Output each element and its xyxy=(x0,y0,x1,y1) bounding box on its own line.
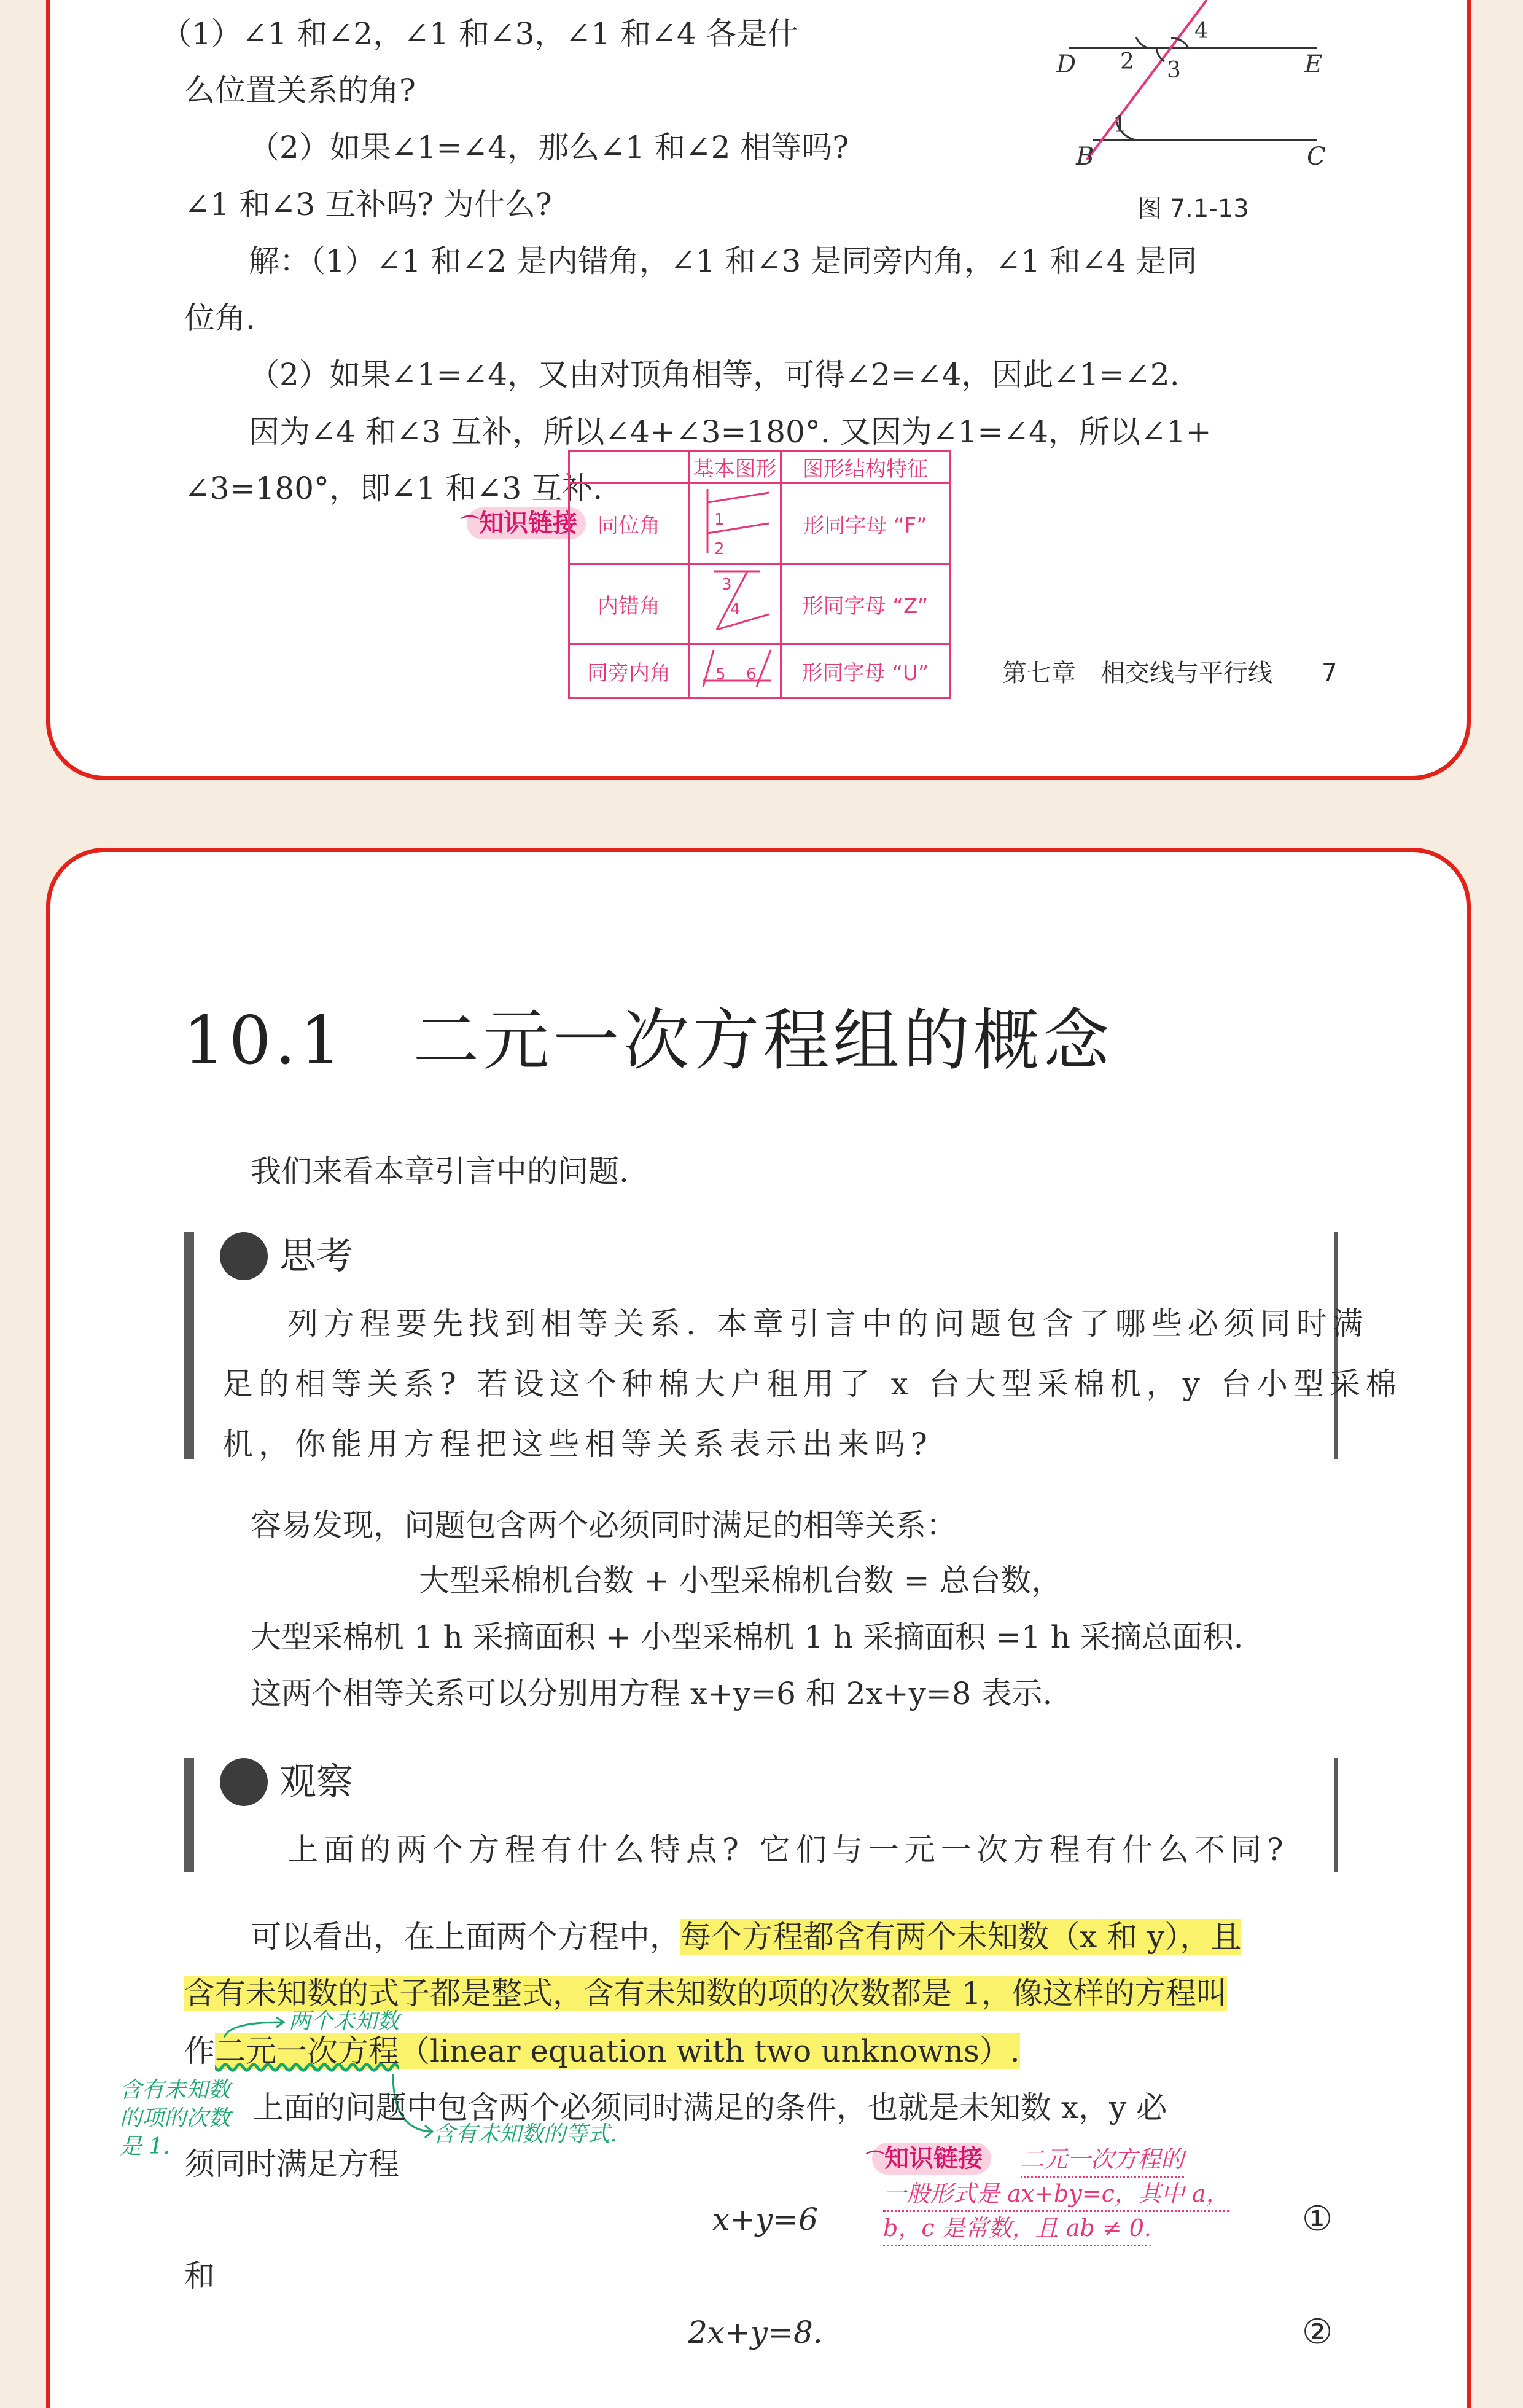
definition-line-3 xyxy=(184,2030,1020,2073)
think-bullet-icon xyxy=(220,1232,268,1280)
f-angle-2: 2 xyxy=(714,540,725,558)
observe-title: 观察 xyxy=(279,1761,353,1804)
table-header-row xyxy=(569,452,950,483)
z-angle-3: 3 xyxy=(721,576,732,594)
u-angle-6: 6 xyxy=(746,665,757,684)
swoosh-icon: ⌒ xyxy=(866,2150,884,2172)
definition-english-term: （linear equation with two unknowns）. xyxy=(399,2033,1020,2069)
note-arrow-icon xyxy=(221,2015,289,2039)
condition-line-2: 须同时满足方程 xyxy=(184,2146,399,2182)
z-angle-4: 4 xyxy=(730,600,741,619)
think-title: 思考 xyxy=(279,1235,353,1278)
definition-highlight-1: 每个方程都含有两个未知数（x 和 y），且 xyxy=(680,1919,1242,1955)
observe-line: 上面的两个方程有什么特点? 它们与一元一次方程有什么不同? xyxy=(287,1832,1289,1867)
observe-bullet-icon xyxy=(220,1758,268,1806)
note-equation: 含有未知数的等式. xyxy=(433,2122,617,2147)
think-line-3: 机，你能用方程把这些相等关系表示出来吗? xyxy=(222,1426,933,1462)
table-cell-figure xyxy=(689,644,781,698)
table-cell-name: 同位角 xyxy=(569,483,689,565)
definition-line-3-start: 作 xyxy=(184,2033,215,2069)
f-angle-1: 1 xyxy=(714,510,725,529)
observe-box-right-bar xyxy=(1334,1758,1338,1872)
question-1-line-1: （1）∠1 和∠2，∠1 和∠3，∠1 和∠4 各是什 xyxy=(161,16,798,52)
equation-2: 2x+y=8. xyxy=(688,2315,823,2350)
table-header-structure: 图形结构特征 xyxy=(781,452,950,483)
table-cell-feature: 形同字母 “U” xyxy=(781,644,950,698)
and-text: 和 xyxy=(184,2258,215,2294)
knowledge-link-label: 知识链接 xyxy=(884,2144,983,2173)
think-line-1: 列方程要先找到相等关系. 本章引言中的问题包含了哪些必须同时满 xyxy=(287,1306,1369,1342)
find-line-4: 这两个相等关系可以分别用方程 x+y=6 和 2x+y=8 表示. xyxy=(251,1676,1053,1711)
kl-note-line-3: b，c 是常数，且 ab ≠ 0. xyxy=(883,2211,1151,2246)
label-D: D xyxy=(1056,50,1077,79)
knowledge-link-label: 知识链接 xyxy=(479,509,577,538)
solution-line-1: 解：（1）∠1 和∠2 是内错角，∠1 和∠3 是同旁内角，∠1 和∠4 是同 xyxy=(249,243,1198,279)
table-header-empty xyxy=(569,452,689,483)
table-cell-name: 内错角 xyxy=(569,565,689,644)
solution-line-2: 位角. xyxy=(184,300,255,336)
definition-line-1 xyxy=(251,1915,1241,1958)
note-degree-line-2: 的项的次数 xyxy=(120,2106,231,2131)
equation-2-label: ② xyxy=(1302,2312,1333,2352)
definition-line-1-start: 可以看出，在上面两个方程中， xyxy=(251,1919,680,1955)
note-degree-line-1: 含有未知数 xyxy=(120,2078,231,2103)
solution-line-5: ∠3=180°，即∠1 和∠3 互补. xyxy=(184,471,603,506)
kl-note-line-1: 二元一次方程的 xyxy=(1021,2143,1184,2178)
angle-types-table xyxy=(568,450,951,699)
question-2-line-2: ∠1 和∠3 互补吗? 为什么? xyxy=(184,187,552,222)
table-row xyxy=(569,565,950,644)
find-line-2: 大型采棉机台数 + 小型采棉机台数 = 总台数， xyxy=(419,1563,1062,1598)
swoosh-icon: ⌒ xyxy=(461,515,479,536)
kl-note-line-2: 一般形式是 ax+by=c，其中 a， xyxy=(883,2177,1229,2212)
angle-label-4: 4 xyxy=(1194,18,1209,44)
z-shape-figure xyxy=(692,565,778,638)
observe-box-left-bar xyxy=(184,1758,194,1872)
find-line-1: 容易发现，问题包含两个必须同时满足的相等关系： xyxy=(251,1507,957,1543)
think-box-left-bar xyxy=(184,1232,194,1459)
f-shape-figure xyxy=(692,484,778,558)
angle-label-1: 1 xyxy=(1113,112,1127,138)
condition-line-1: 上面的问题中包含两个必须同时满足的条件，也就是未知数 x，y 必 xyxy=(253,2090,1167,2125)
equation-1: x+y=6 xyxy=(712,2202,819,2237)
label-B: B xyxy=(1076,143,1094,171)
angle-label-2: 2 xyxy=(1120,49,1134,74)
label-E: E xyxy=(1304,50,1323,79)
table-cell-name: 同旁内角 xyxy=(569,644,689,698)
think-line-2: 足的相等关系? 若设这个种棉大户租用了 x 台大型采棉机，y 台小型采棉 xyxy=(222,1366,1402,1402)
u-angle-5: 5 xyxy=(715,665,726,684)
term-linear-equation-two-unknowns: 二元一次方程 xyxy=(215,2033,399,2069)
think-box-right-bar xyxy=(1334,1232,1338,1459)
question-2-line-1: （2）如果∠1=∠4，那么∠1 和∠2 相等吗? xyxy=(249,130,849,165)
table-row xyxy=(569,644,950,698)
label-C: C xyxy=(1307,143,1326,171)
table-cell-feature: 形同字母 “Z” xyxy=(781,565,950,644)
table-cell-figure xyxy=(689,483,781,565)
note-two-unknowns: 两个未知数 xyxy=(289,2009,400,2034)
solution-line-3: （2）如果∠1=∠4，又由对顶角相等，可得∠2=∠4，因此∠1=∠2. xyxy=(249,357,1180,393)
figure-caption: 图 7.1-13 xyxy=(1137,195,1249,223)
table-cell-feature: 形同字母 “F” xyxy=(781,483,950,565)
equation-1-label: ① xyxy=(1302,2199,1333,2239)
table-cell-figure xyxy=(689,565,781,644)
footer-page-number: 7 xyxy=(1322,659,1338,687)
definition-highlight-2: 含有未知数的式子都是整式，含有未知数的项的次数都是 1，像这样的方程叫 xyxy=(184,1976,1227,2011)
note-degree-line-3: 是 1. xyxy=(120,2134,170,2159)
solution-line-4: 因为∠4 和∠3 互补，所以∠4+∠3=180°. 又因为∠1=∠4，所以∠1+ xyxy=(249,414,1212,450)
u-shape-figure xyxy=(692,645,778,692)
table-row xyxy=(569,483,950,565)
figure-parallel-lines xyxy=(1044,0,1363,178)
section-title: 二元一次方程组的概念 xyxy=(413,1003,1113,1079)
angle-label-3: 3 xyxy=(1167,58,1181,83)
section-number: 10.1 xyxy=(183,1003,346,1079)
intro-text: 我们来看本章引言中的问题. xyxy=(251,1154,629,1189)
find-line-3: 大型采棉机 1 h 采摘面积 + 小型采棉机 1 h 采摘面积 =1 h 采摘总面积. xyxy=(251,1619,1244,1655)
knowledge-link-tag xyxy=(866,2143,991,2175)
footer-chapter: 第七章 相交线与平行线 xyxy=(1002,659,1272,687)
section-heading xyxy=(183,1001,1113,1081)
table-header-basic-figure: 基本图形 xyxy=(689,452,781,483)
question-1-line-2: 么位置关系的角? xyxy=(184,72,416,108)
